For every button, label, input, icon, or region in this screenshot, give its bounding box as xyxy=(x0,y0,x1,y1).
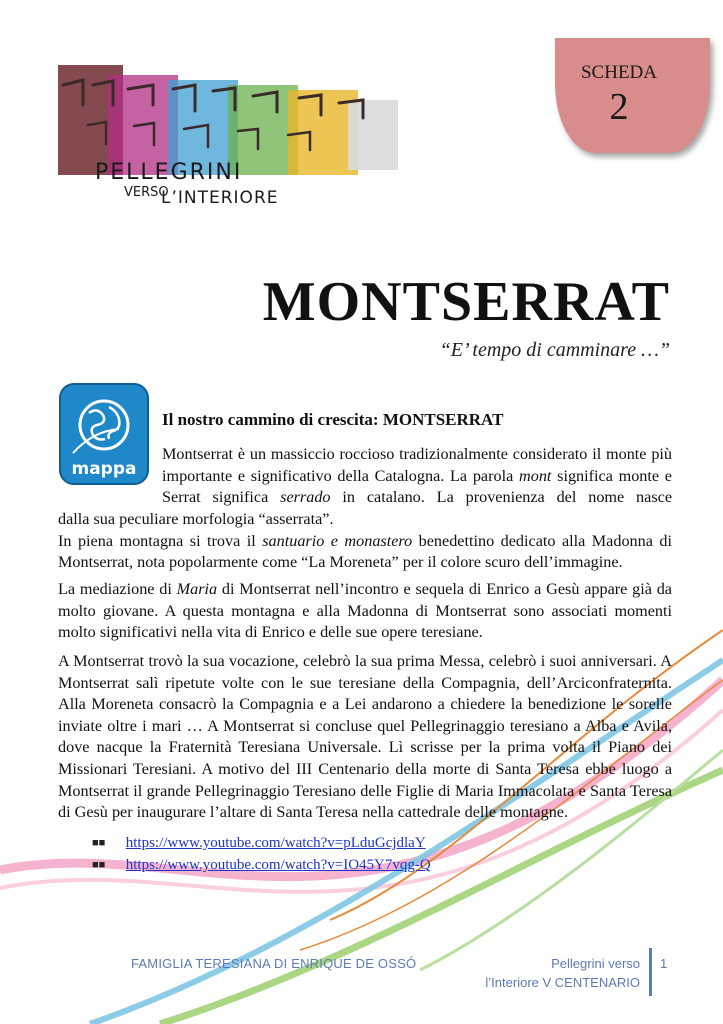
footer-divider xyxy=(649,948,652,996)
section-heading: Il nostro cammino di crescita: MONTSERRAT xyxy=(162,410,504,429)
youtube-link-2[interactable]: https://www.youtube.com/watch?v=IO45Y7vqg-Q xyxy=(125,857,431,873)
clapperboard-icon: ■■ xyxy=(92,859,106,871)
video-link-row xyxy=(92,835,426,852)
paragraph-santuario: dalla sua peculiare morfologia “asserrata”. In piena montagna si trova il santuario e monastero benedettino dedicato alla Madonna di Montserrat, nota popolarmente come “La Moreneta” per il colore scuro dell’immagine. xyxy=(58,510,672,572)
page-number: 1 xyxy=(660,956,668,971)
page-subtitle: “E’ tempo di camminare …” xyxy=(439,339,670,361)
footer-series-line1: Pellegrini verso xyxy=(551,956,640,971)
paragraph-intro: Montserrat è un massiccio roccioso tradizionalmente considerato il monte più importante e significativo della Catalogna. La parola mont significa monte e Serrat significa serrado in catalano. La provenienza del nome nasce xyxy=(162,445,673,507)
mappa-icon-label: mappa xyxy=(71,459,137,479)
logo-text-verso: VERSO xyxy=(124,185,169,200)
footer-organization: FAMIGLIA TERESIANA DI ENRIQUE DE OSSÓ xyxy=(131,956,417,971)
video-link-row xyxy=(92,857,431,874)
logo-text-pellegrini: PELLEGRINI xyxy=(95,160,243,185)
scheda-label: SCHEDA xyxy=(580,62,657,83)
clapperboard-icon: ■■ xyxy=(92,837,106,849)
youtube-link-1[interactable]: https://www.youtube.com/watch?v=pLduGcjdlaY xyxy=(125,835,426,851)
globe-map-icon xyxy=(59,383,149,485)
paragraph-mediazione: La mediazione di Maria di Montserrat nell’incontro e sequela di Enrico a Gesù appare già da molto giovane. A questa montagna e alla Madonna di Montserrat sono associati momenti molto significativi nella vita di Enrico e delle sue opere teresiane. xyxy=(58,580,672,642)
page-title: MONTSERRAT xyxy=(262,271,670,333)
footer-series-line2: l’Interiore V CENTENARIO xyxy=(485,975,640,990)
paragraph-vocazione: A Montserrat trovò la sua vocazione, celebrò la sua prima Messa, celebrò i suoi anniversari. A Montserrat salì ripetute volte con le sue teresiane della Compagnia, dell’Arciconfraternita. Alla Moreneta consacrò la Compagnia e a Lei andarono a chiedere la benedizione le sorelle inviate oltre i mari … A Montserrat si concluse quel Pellegrinaggio teresiano a Alba e Avila, dove nacque la Fraternità Teresiana Universale. Lì scrisse per la prima volta il Piano dei Missionari Teresiani. A motivo del III Centenario della morte di Santa Teresa ebbe luogo a Montserrat il grande Pellegrinaggio Teresiano delle Figlie di Maria Immacolata e Santa Teresa di Gesù per inaugurare l’altare di Santa Teresa nella cattedrale delle montagne. xyxy=(58,652,672,822)
logo-text-interiore: L’INTERIORE xyxy=(161,188,279,208)
scheda-number: 2 xyxy=(609,86,629,128)
